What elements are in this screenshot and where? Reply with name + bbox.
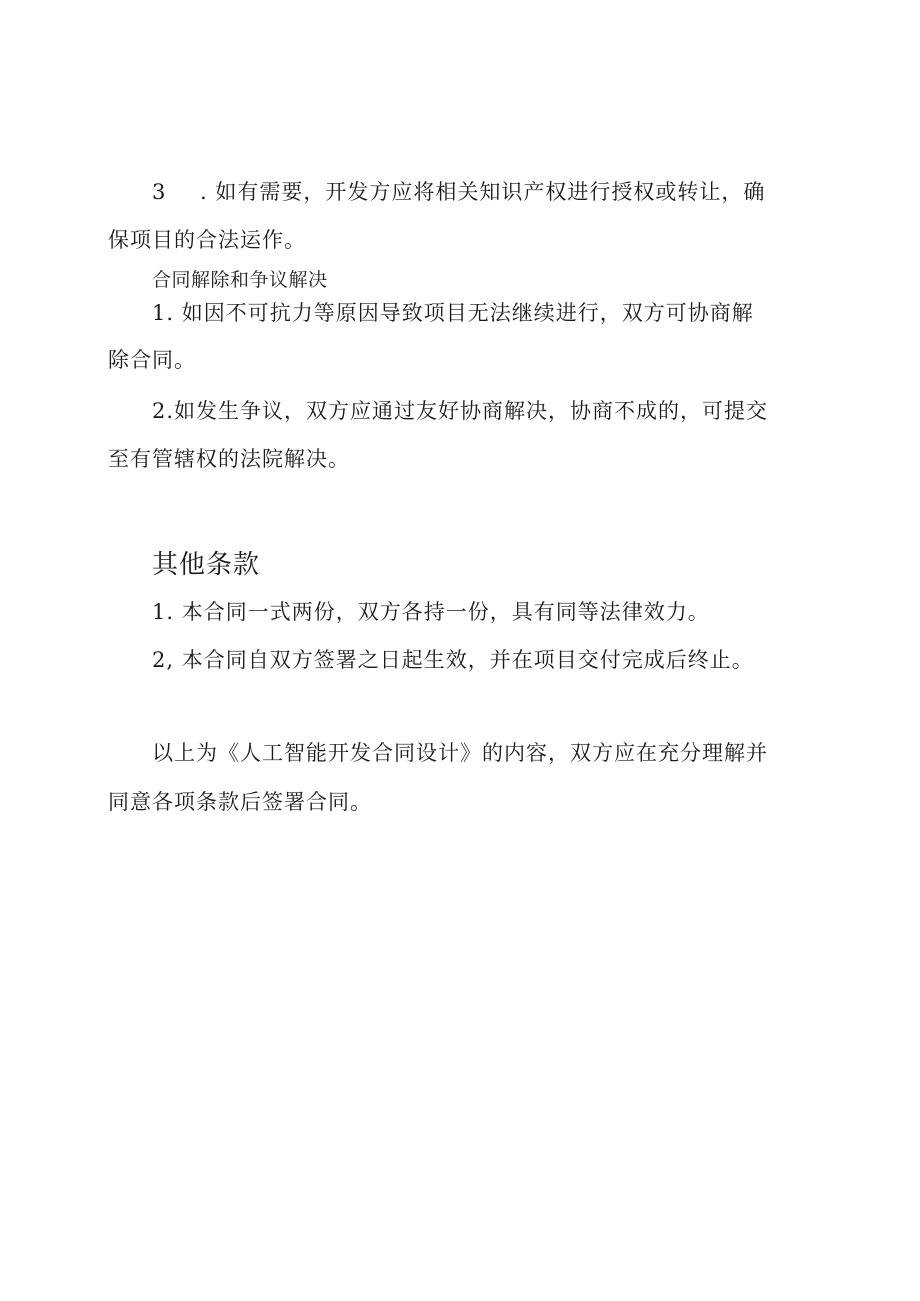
dispute-item-2-line-1: 2.如发生争议，双方应通过友好协商解决，协商不成的，可提交 <box>152 399 769 423</box>
termination-item-1-line-2: 除合同。 <box>108 348 196 372</box>
conclusion-line-2: 同意各项条款后签署合同。 <box>108 790 372 814</box>
ip-clause-line-2: 保项目的合法运作。 <box>108 228 306 252</box>
termination-item-1-line-1: 1. 如因不可抗力等原因导致项目无法继续进行，双方可协商解 <box>152 301 754 325</box>
termination-section-title: 合同解除和争议解决 <box>152 269 328 291</box>
conclusion-line-1: 以上为《人工智能开发合同设计》的内容，双方应在充分理解并 <box>152 741 768 765</box>
dispute-item-2-line-2: 至有管辖权的法院解决。 <box>108 447 350 471</box>
clause-number: 3 <box>152 180 167 204</box>
ip-clause-text: . 如有需要，开发方应将相关知识产权进行授权或转让，确 <box>200 180 766 204</box>
other-terms-item-2: 2, 本合同自双方签署之日起生效，并在项目交付完成后终止。 <box>152 648 754 672</box>
ip-clause-line-1 <box>152 178 765 206</box>
other-terms-section-title: 其他条款 <box>152 550 261 580</box>
other-terms-item-1: 1. 本合同一式两份，双方各持一份，具有同等法律效力。 <box>152 600 710 624</box>
